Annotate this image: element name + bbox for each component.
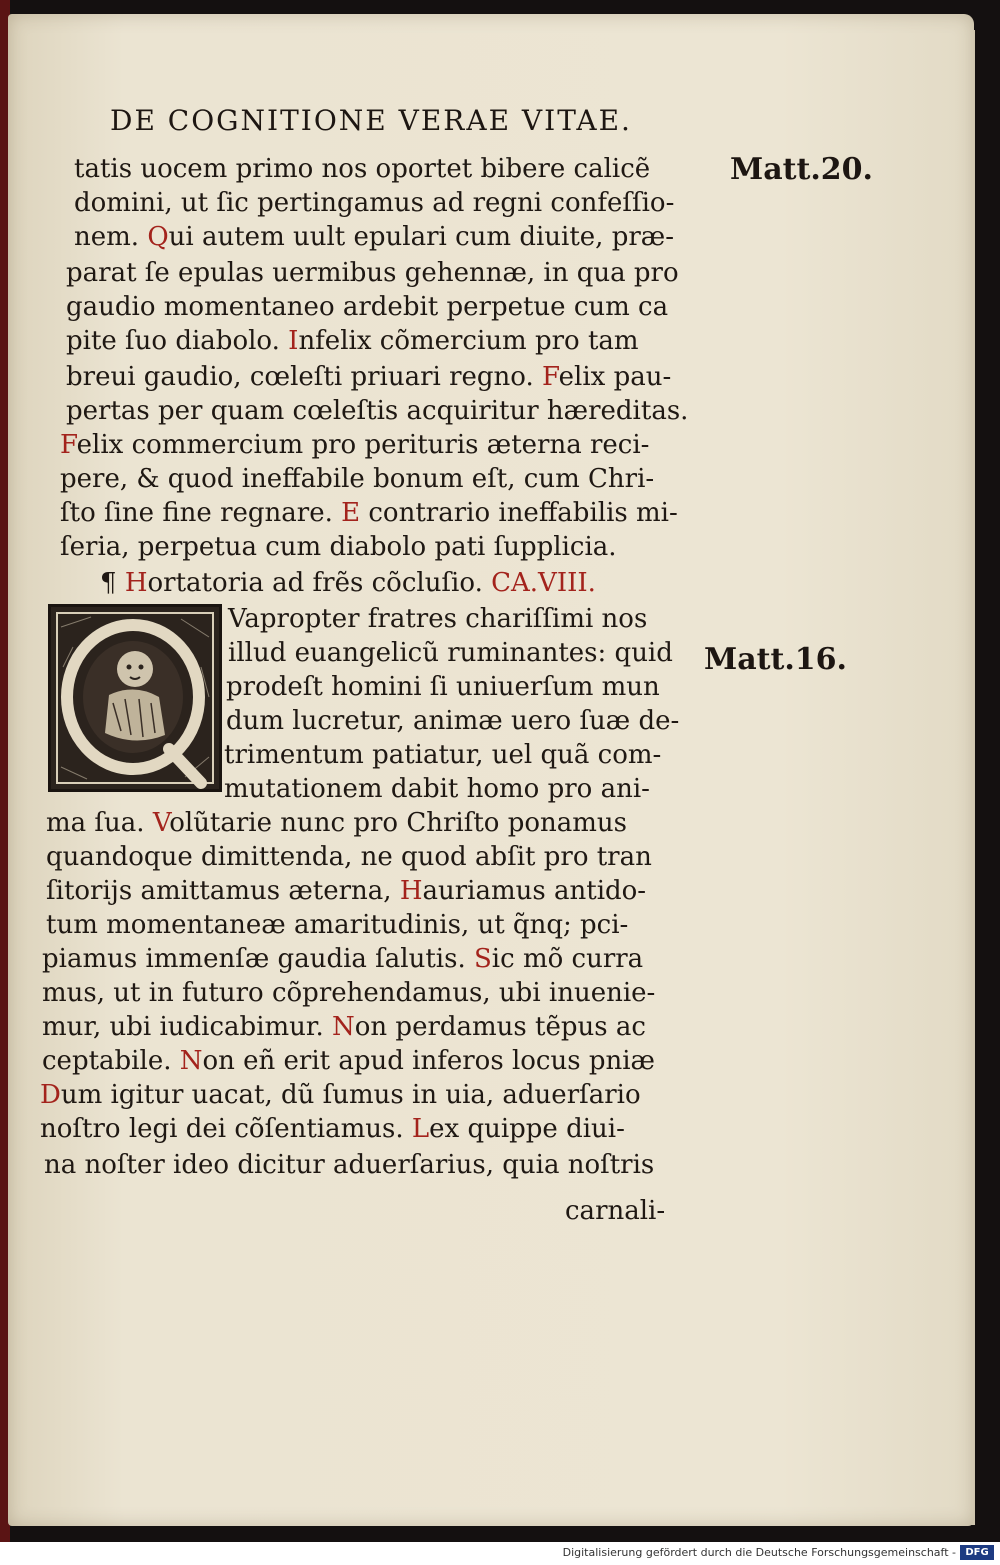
text-segment: olũtarie nunc pro Chriſto ponamus [169, 808, 627, 838]
text-segment: ¶ [100, 568, 125, 598]
text-segment: mus, ut in futuro cõprehendamus, ubi inuenie- [42, 978, 656, 1008]
rubricated-letter: L [411, 1114, 430, 1144]
running-head: DE COGNITIONE VERAE VITAE. [110, 104, 632, 137]
text-segment: ma ſua. [46, 808, 153, 838]
woodcut-initial-image [51, 607, 219, 789]
text-segment: on perdamus tẽpus ac [354, 1012, 646, 1042]
text-segment: auriamus antido- [422, 876, 647, 906]
text-segment: um igitur uacat, dũ ſumus in uia, aduerſario [60, 1080, 641, 1110]
rubricated-letter: S [473, 944, 492, 974]
text-line [224, 738, 661, 772]
text-segment: mur, ubi iudicabimur. [42, 1012, 333, 1042]
text-segment: ſitorijs amittamus æterna, [46, 876, 400, 906]
text-segment: Vapropter fratres chariſſimi nos [228, 604, 648, 634]
text-line [42, 942, 643, 976]
text-segment: ceptabile. [42, 1046, 180, 1076]
text-line [42, 1044, 655, 1078]
text-segment: na noſter ideo dicitur aduerſarius, quia noſtris [44, 1150, 655, 1180]
text-segment: noſtro legi dei cõſentiamus. [40, 1114, 412, 1144]
text-segment: tum momentaneæ amaritudinis, ut q̃nq; pci- [46, 910, 629, 940]
text-segment: prodeſt homini ſi uniuerſum mun [226, 672, 660, 702]
text-segment: domini, ut ſic pertingamus ad regni confeſſio- [74, 188, 675, 218]
rubricated-letter: Q [147, 222, 169, 252]
text-line [60, 428, 649, 462]
text-line [74, 186, 674, 220]
text-line [100, 566, 596, 600]
text-line [226, 670, 660, 704]
marginal-note-matt-20: Matt.20. [730, 152, 873, 187]
text-line [66, 256, 679, 290]
text-line [66, 324, 639, 358]
marginal-note-matt-16: Matt.16. [704, 642, 847, 677]
rubricated-letter: F [542, 362, 559, 392]
text-line [46, 806, 627, 840]
text-segment: piamus immenſæ gaudia ſalutis. [42, 944, 474, 974]
text-segment: on eñ erit apud inferos locus pniæ [202, 1046, 655, 1076]
rubricated-letter: I [288, 326, 299, 356]
text-segment: ſto ſine fine regnare. [60, 498, 342, 528]
text-line [66, 360, 671, 394]
rubricated-letter: CA.VIII. [491, 568, 596, 598]
text-segment: trimentum patiatur, uel quã com- [224, 740, 662, 770]
text-segment: elix commercium pro perituris æterna reci- [76, 430, 650, 460]
text-line [46, 908, 628, 942]
text-line [226, 704, 679, 738]
text-line [228, 602, 647, 636]
text-line [46, 874, 646, 908]
text-segment: ex quippe diui- [429, 1114, 625, 1144]
text-segment: parat ſe epulas uermibus gehennæ, in qua pro [66, 258, 679, 288]
rubricated-letter: H [399, 876, 423, 906]
catchword: carnali- [565, 1196, 666, 1226]
text-segment: nfelix cõmercium pro tam [298, 326, 639, 356]
text-segment: ſeria, perpetua cum diabolo pati ſupplicia. [60, 532, 617, 562]
text-segment: dum lucretur, animæ uero ſuæ de- [226, 706, 680, 736]
text-line [42, 1010, 646, 1044]
rubricated-letter: F [60, 430, 77, 460]
funding-credit: Digitalisierung gefördert durch die Deutsche Forschungsgemeinschaft - [562, 1546, 956, 1559]
text-line [40, 1112, 625, 1146]
woodcut-initial-q [48, 604, 222, 792]
text-segment: pere, & quod ineffabile bonum eſt, cum Chri- [60, 464, 655, 494]
rubricated-letter: E [341, 498, 361, 528]
text-line [46, 840, 652, 874]
text-line [44, 1148, 654, 1182]
text-line [60, 496, 678, 530]
text-line [74, 152, 650, 186]
text-segment: tatis uocem primo nos oportet bibere calicẽ [74, 154, 651, 184]
text-segment: illud euangelicũ ruminantes: quid [228, 638, 673, 668]
text-line [60, 462, 654, 496]
rubricated-letter: N [179, 1046, 203, 1076]
text-line [42, 976, 655, 1010]
text-segment: ui autem uult epulari cum diuite, præ- [168, 222, 675, 252]
dfg-logo: DFG [960, 1545, 994, 1560]
text-line [224, 772, 650, 806]
rubricated-letter: V [152, 808, 170, 838]
text-line [228, 636, 673, 670]
text-line [66, 394, 688, 428]
text-segment: quandoque dimittenda, ne quod abſit pro tran [46, 842, 652, 872]
rubricated-letter: H [124, 568, 148, 598]
text-line [60, 530, 617, 564]
text-segment: ic mõ curra [491, 944, 644, 974]
text-line [74, 220, 674, 254]
text-segment: gaudio momentaneo ardebit perpetue cum ca [66, 292, 669, 322]
text-segment: pite ſuo diabolo. [66, 326, 289, 356]
text-line [66, 290, 668, 324]
text-line [40, 1078, 641, 1112]
text-segment: mutationem dabit homo pro ani- [224, 774, 650, 804]
text-segment: breui gaudio, cœleſti priuari regno. [66, 362, 543, 392]
text-segment: ortatoria ad frẽs cõcluſio. [147, 568, 492, 598]
rubricated-letter: D [40, 1080, 61, 1110]
text-segment: pertas per quam cœleſtis acquiritur hæreditas. [66, 396, 689, 426]
text-segment: nem. [74, 222, 148, 252]
text-segment: contrario ineffabilis mi- [360, 498, 678, 528]
rubricated-letter: N [332, 1012, 355, 1042]
text-segment: elix pau- [558, 362, 672, 392]
